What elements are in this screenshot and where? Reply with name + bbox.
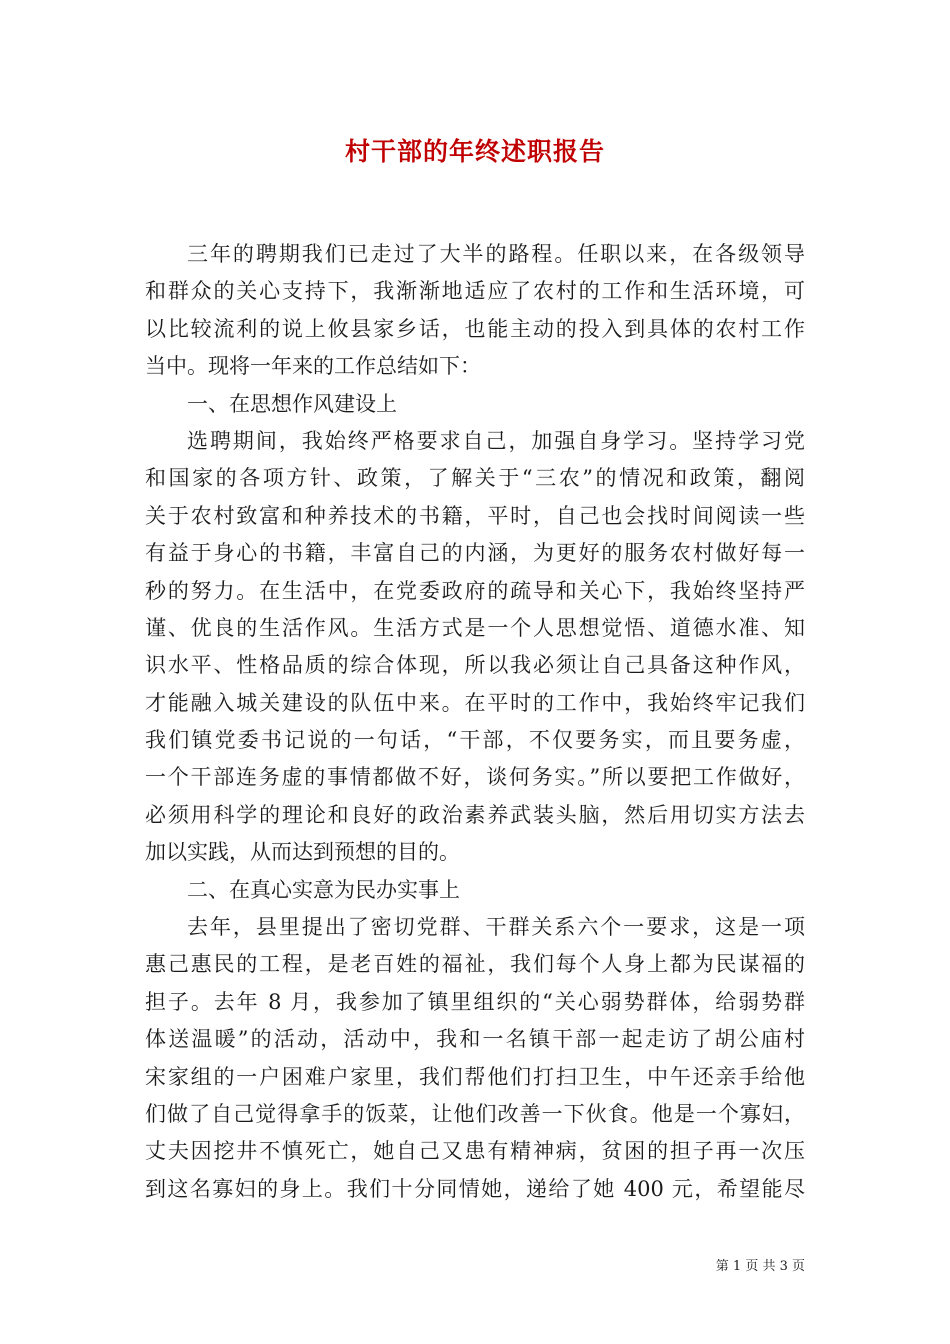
- paragraph-line: 加以实践，从而达到预想的目的。: [145, 840, 460, 865]
- paragraph-line: 们做了自己觉得拿手的饭菜，让他们改善一下伙食。他是一个寡妇，: [145, 1101, 805, 1126]
- paragraph-line: 一个干部连务虚的事情都做不好，谈何务实。”所以要把工作做好，: [145, 765, 805, 790]
- paragraph-line: 秒的努力。在生活中，在党委政府的疏导和关心下，我始终坚持严: [145, 578, 805, 603]
- paragraph-line: 和群众的关心支持下，我渐渐地适应了农村的工作和生活环境，可: [145, 279, 805, 304]
- paragraph-line: 丈夫因挖井不慎死亡，她自己又患有精神病，贫困的担子再一次压: [145, 1139, 805, 1164]
- paragraph-line: 体送温暖”的活动，活动中，我和一名镇干部一起走访了胡公庙村: [145, 1027, 805, 1052]
- paragraph-line: 我们镇党委书记说的一句话，“干部，不仅要务实，而且要务虚，: [145, 728, 805, 753]
- paragraph-line: 有益于身心的书籍，丰富自己的内涵，为更好的服务农村做好每一: [145, 541, 805, 566]
- paragraph-line: 担子。去年 8 月，我参加了镇里组织的“关心弱势群体，给弱势群: [145, 989, 805, 1014]
- document-title: 村干部的年终述职报告: [344, 137, 605, 166]
- paragraph-line: 和国家的各项方针、政策，了解关于“三农”的情况和政策，翻阅: [145, 466, 805, 491]
- paragraph-line: 惠己惠民的工程，是老百姓的福祉，我们每个人身上都为民谋福的: [145, 952, 805, 977]
- paragraph-line: 去年，县里提出了密切党群、干群关系六个一要求，这是一项: [187, 915, 805, 940]
- section-heading: 一、在思想作风建设上: [187, 391, 397, 416]
- paragraph-line: 关于农村致富和种养技术的书籍，平时，自己也会找时间阅读一些: [145, 503, 805, 528]
- section-heading: 二、在真心实意为民办实事上: [187, 877, 460, 902]
- paragraph-line: 谨、优良的生活作风。生活方式是一个人思想觉悟、道德水准、知: [145, 615, 805, 640]
- document-body: [145, 236, 805, 1208]
- paragraph-line: 以比较流利的说上攸县家乡话，也能主动的投入到具体的农村工作: [145, 316, 805, 341]
- paragraph-line: 当中。现将一年来的工作总结如下：: [145, 354, 481, 379]
- paragraph-line: 必须用科学的理论和良好的政治素养武装头脑，然后用切实方法去: [145, 802, 805, 827]
- page-number: 第 1 页 共 3 页: [715, 1259, 805, 1274]
- paragraph-line: 才能融入城关建设的队伍中来。在平时的工作中，我始终牢记我们: [145, 690, 805, 715]
- paragraph-line: 选聘期间，我始终严格要求自己，加强自身学习。坚持学习党: [187, 428, 805, 453]
- paragraph-line: 识水平、性格品质的综合体现，所以我必须让自己具备这种作风，: [145, 653, 805, 678]
- paragraph-line: 宋家组的一户困难户家里，我们帮他们打扫卫生，中午还亲手给他: [145, 1064, 805, 1089]
- paragraph-line: 到这名寡妇的身上。我们十分同情她，递给了她 400 元，希望能尽: [145, 1176, 805, 1201]
- paragraph-line: 三年的聘期我们已走过了大半的路程。任职以来，在各级领导: [187, 242, 805, 266]
